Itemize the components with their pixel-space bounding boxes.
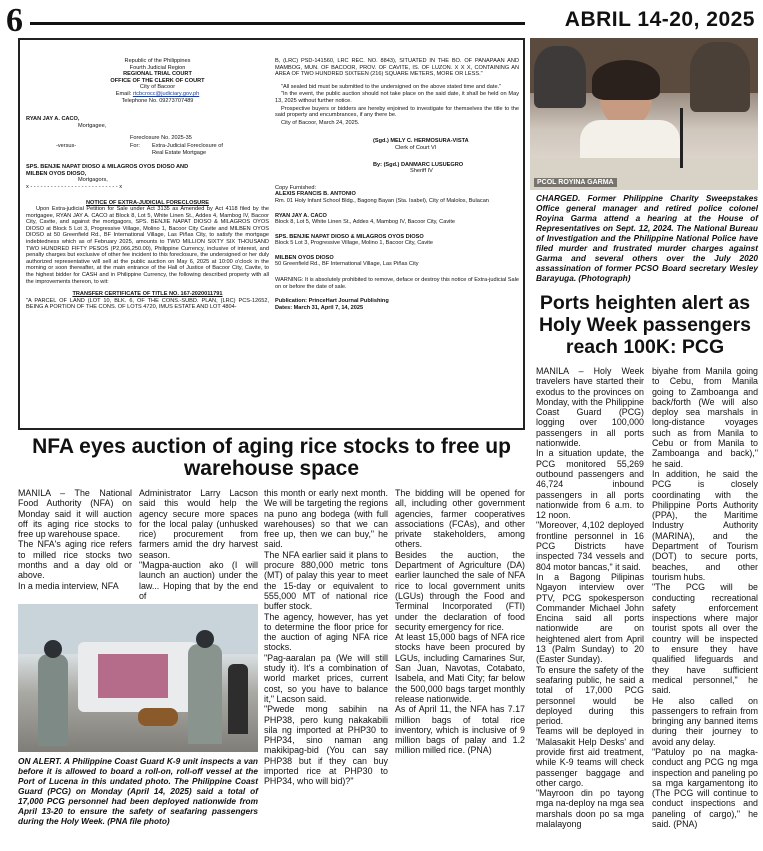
sealed-bids-text: "All sealed bid must be submitted to the undersigned on the above stated time and date." (281, 83, 502, 90)
court-line: City of Bacoor (139, 84, 176, 91)
nfa-story-column-4: The bidding will be opened for all, including other government agencies, farmer cooperatives associations (FCAs), and other private stakeholders, among others. Besides the auction, the Department of Agriculture (DA) earlier launched the sale of NFA rice to local government units (LGUs) through the Food and Terminal Incorporated (FTI) under the declaration of food security emergency for rice. At least 15,000 bags of NFA rice stocks have been procured by LGUs, including Camarines Sur, San Juan, Navotas, Cotabato, Isabela, and Mati City; far below the 500,000 bags target monthly release nationwide. As of April 11, the NFA has 7.17 million bags of total rice inventory, which is inclusive of 9 million bags of palay and 1.2 million milled rice. (PNA) (395, 488, 525, 756)
mortgagee-name: RYAN JAY A. CACO, (26, 116, 80, 123)
copy-recipient-name: RYAN JAY A. CACO (275, 212, 327, 219)
tct-continued: B, (LRC) PSD-141560, LRC REC. NO. 8843), SITUATED IN THE BO. OF PANAPAAN AND MAMBOG, MUN. OF BACOOR, PROV. OF CAVITE, IS. OF LUZON. X X X, CONTAINING AN AREA OF TWO HUNDRED SIXTEEN (216) SQUARE METERS, MORE OR LESS." (275, 58, 519, 78)
header-rule (30, 22, 525, 25)
nfa-story-column-3: this month or early next month. We will be targeting the regions na puno ang bodega (with full warehouses) so that we can free up, then we can buy," he said. The NFA earlier said it plans to procure 880,000 metric tons (MT) of palay this year to meet the 15-day or equivalent to 555,000 MT of national rice buffer stock. The agency, however, has yet to determine the floor price for the auction of aging NFA rice stocks. "Pag-aaralan pa (We will still study it). It's a combination of world market prices, current cost, so you have to balance it," Lacson said. "Pwede mong sabihin na PHP38, pero kung nakakabili sila ng imported at PHP30 to PHP34, sino naman ang makikipag-bid (You can say PHP38 but if they can buy imported rice at PHP30 to PHP34, who will bid)?" (264, 488, 388, 787)
signer-clerk-title: Clerk of Court VI (395, 144, 437, 151)
copy-furnished-label: Copy Furnished: (275, 184, 317, 191)
tct-title: TRANSFER CERTIFICATE OF TITLE NO. 167-2020011791 (72, 291, 223, 298)
versus-label: -versus- (56, 142, 77, 149)
prospective-buyers-text: Prospective buyers or bidders are hereby enjoined to investigate for themselves the title to the said property and encumbrances, if any there be. (275, 105, 519, 119)
garma-photo-caption: CHARGED. Former Philippine Charity Sweepstakes Office general manager and retired police colonel Royina Garma attend a hearing at the House of Representatives on Sept. 12, 2024. The National Bureau of Investigation and the Philippine National Police have filed murder and frustrated murder charges against Garma and several others over the July 2020 assassination of former PCSO Board secretary Wesley Barayuga. (Photograph) (536, 193, 758, 283)
copy-recipient-address: 50 Greenfield Rd., BF International Village, Las Piñas City (275, 261, 419, 268)
mortgagee-role: Mortgagee, (78, 122, 107, 129)
signer-clerk: (Sgd.) MELY C. HERMOSURA-VISTA (373, 138, 469, 145)
mortgagors-role: Mortgagors, (78, 177, 108, 184)
notice-title: NOTICE OF EXTRA-JUDICIAL FORECLOSURE (86, 199, 209, 206)
garma-hearing-photo (530, 38, 758, 190)
k9-photo-caption: ON ALERT. A Philippine Coast Guard K-9 unit inspects a van before it is allowed to board a roll-on, roll-off vessel at the Port of Lucena in this undated photo. The Philippine Coast Guard (PCG) on Monday (April 14, 2025) said a total of 17,000 PCG personnel had been deployed nationwide from April 13-20 to ensure the safety of seafaring passengers during the Holy Week. (PNA file photo) (18, 756, 258, 826)
notice-right-column (275, 58, 519, 311)
notice-body: Upon Extra-judicial Petition for Sale under Act 3135 as Amended by Act 4118 filed by the mortgagee, RYAN JAY A. CACO at Block 8, Lot 5, White Linen St., Addes 4, Mambog IV, Bacoor City, Cavite, and against the mortgagors, SPS. BENJIE NAPAT DIOSO & MILAGROS OYOS DIOSO at Block 5 Lot 3, Progressive Village, Molino 1, Bacoor City Cavite and MILBEN OYOS DIOSO at 50 Greenfield Rd., BF International Village, Las Piñas City, to satisfy the mortgage indebtedness which as of February 2025, amounts to TWO MILLION SIXTY SIX THOUSAND TWO HUNDRED FIFTY PESOS (P2,066,250.00), Philippine Currency, inclusive of interest, and penalty charges but exclusive of other fee incident to this foreclosure, the undersigned or her duly authorized representative will sell at the public auction on May 6, 2025 at 10:00 o'clock in the morning or soon thereafter, at the main entrance of the Hall of Justice of Bacoor City, Cavite, to the highest bidder for CASH and in Philippine Currency, the following described property with all the improvements thereon, to wit: (26, 206, 269, 285)
copy-recipient-name: SPS. BENJIE NAPAT DIOSO & MILAGROS OYOS DIOSO (275, 233, 424, 240)
tct-body: "A PARCEL OF LAND (LOT 10, BLK. 6, OF THE CONS.-SUBD. PLAN, (LRC) PCS-12652, BEING A PORTION OF THE CONS. OF LOTS 4720, IMUS ESTATE AND LOT 4804- (26, 297, 269, 311)
k9-inspection-photo (18, 604, 258, 752)
court-line: Republic of the Philippines (124, 58, 191, 64)
nfa-story-column-1: MANILA – The National Food Authority (NFA) on Monday said it will auction off its aging rice stocks to free up warehouse space. The NFA's aging rice refers to milled rice stocks two months and a day old or above. In a media interview, NFA (18, 488, 132, 591)
pcg-headline: Ports heighten alert as Holy Week passengers reach 100K: PCG (538, 292, 752, 358)
publication-name: Publication: PrinceHart Journal Publishing (275, 298, 389, 305)
foreclosure-number: Foreclosure No. 2025-35 (130, 135, 192, 142)
page-number: 6 (6, 2, 23, 39)
court-line: Fourth Judicial Region (129, 64, 186, 71)
court-line: REGIONAL TRIAL COURT (123, 71, 192, 78)
pcg-story-column-2: biyahe from Manila going to Cebu, from Manila going to Zamboanga and back/forth (We will also deploy sea marshals in long-distance voyages such as from Manila to Cebu or from Manila to Zamboanga and back)," he said. In addition, he said the PCG is closely coordinating with the Philippine Ports Authority (PPA), the Maritime Industry Authority (MARINA), and the Department of Tourism (DOT) to secure ports, beaches, and other tourism hubs. "The PCG will be conducting recreational safety enforcement inspections where major tourist spots all over the country will be inspected to ensure they have qualified lifeguards and they have sufficient medical personnel," he said. He also called on passengers to refrain from bringing any banned items during their journey to avoid any delay. "Patuloy po na magka-conduct ang PCG ng mga inspection and paneling po sa mga kargamentong ito (The PCG will continue to conduct inspections and paneling of cargo)," he said. (PNA) (652, 366, 758, 830)
photo-name-label: PCOL ROYINA GARMA (534, 178, 617, 187)
email-label: Email: (115, 90, 132, 97)
legal-notice-box (18, 38, 525, 430)
signer-sheriff-title: Sheriff IV (410, 168, 433, 175)
city-date: City of Bacoor, March 24, 2025. (281, 119, 360, 126)
issue-date: ABRIL 14-20, 2025 (564, 8, 755, 31)
notice-left-column (26, 58, 269, 312)
copy-recipient-address: Block 8, Lot 5, White Linen St., Addes 4, Mambog IV, Bacoor City, Cavite (275, 219, 456, 226)
copy-recipient-address: Block 5 Lot 3, Progressive Village, Molino 1, Bacoor City, Cavite (275, 240, 434, 247)
nfa-story-column-2: Administrator Larry Lacson said this would help the agency secure more spaces for the local palay (unhusked rice) procurement from farmers amid the dry harvest season. "Magpa-auction ako (I will launch an auction) under the law... Hoping that by the end of (139, 488, 258, 601)
copy-recipient-name: ALEXIS FRANCIS B. ANTONIO (275, 191, 356, 198)
court-header (46, 58, 269, 104)
signer-sheriff: By: (Sgd.) DANMARC LUSUEGRO (373, 161, 464, 168)
removal-warning: WARNING: It is absolutely prohibited to remove, deface or destroy this notice of Extra-judicial Sale on or before the date of sale. (275, 277, 519, 290)
mortgagors-name: SPS. BENJIE NAPAT DIOSO & MILAGROS OYOS DIOSO AND MILBEN OYOS DIOSO, (26, 164, 189, 177)
for-text: Extra-Judicial Foreclosure of Real Estate Mortgage (152, 142, 223, 156)
publication-dates: Dates: March 31, April 7, 14, 2025 (275, 304, 364, 311)
copy-recipient-address: Rm. 01 Holy Infant School Bldg., Bagong Bayan (Sta. Isabel), City of Malolos, Bulacan (275, 197, 489, 204)
auction-reschedule-text: "In the event, the public auction should not take place on the said date, it shall be held on May 13, 2025 without further notice. (275, 91, 519, 104)
copy-recipient-name: MILBEN OYOS DIOSO (275, 254, 334, 261)
for-label: For: (130, 142, 140, 149)
court-telephone: Telephone No. 09273707489 (121, 97, 194, 104)
nfa-headline: NFA eyes auction of aging rice stocks to free up warehouse space (32, 435, 511, 480)
court-line: OFFICE OF THE CLERK OF COURT (110, 77, 205, 84)
caption-separator: x - - - - - - - - - - - - - - - - - - - - - - - - - - x (26, 183, 122, 190)
court-email-link[interactable]: rtcbcrocc@judiciary.gov.ph (132, 90, 200, 97)
pcg-story-column-1: MANILA – Holy Week travelers have started their exodus to the provinces on Monday, with the Philippine Coast Guard (PCG) logging over 100,000 passengers in all ports nationwide. In a situation update, the PCG monitored 55,269 outbound passengers and 46,724 inbound passengers in all ports nationwide from 6 a.m. to 12 noon. "Moreover, 4,102 deployed frontline personnel in 16 PCG Districts have inspected 734 vessels and 804 motor bancas," it said. In a Bagong Pilipinas Ngayon interview over PTV, PCG spokesperson Commander Michael John Encina said all ports nationwide are on heightened alert from April 13 (Palm Sunday) to 20 (Easter Sunday). To ensure the safety of the seafaring public, he said a total of 17,000 PCG personnel would be deployed during this period. Teams will be deployed in 'Malasakit Help Desks' and provide first aid treatment, while K-9 teams will check passenger baggage and other cargo. "Mayroon din po tayong mga na-deploy na mga sea marshals doon po sa mga malalayong (536, 366, 644, 830)
